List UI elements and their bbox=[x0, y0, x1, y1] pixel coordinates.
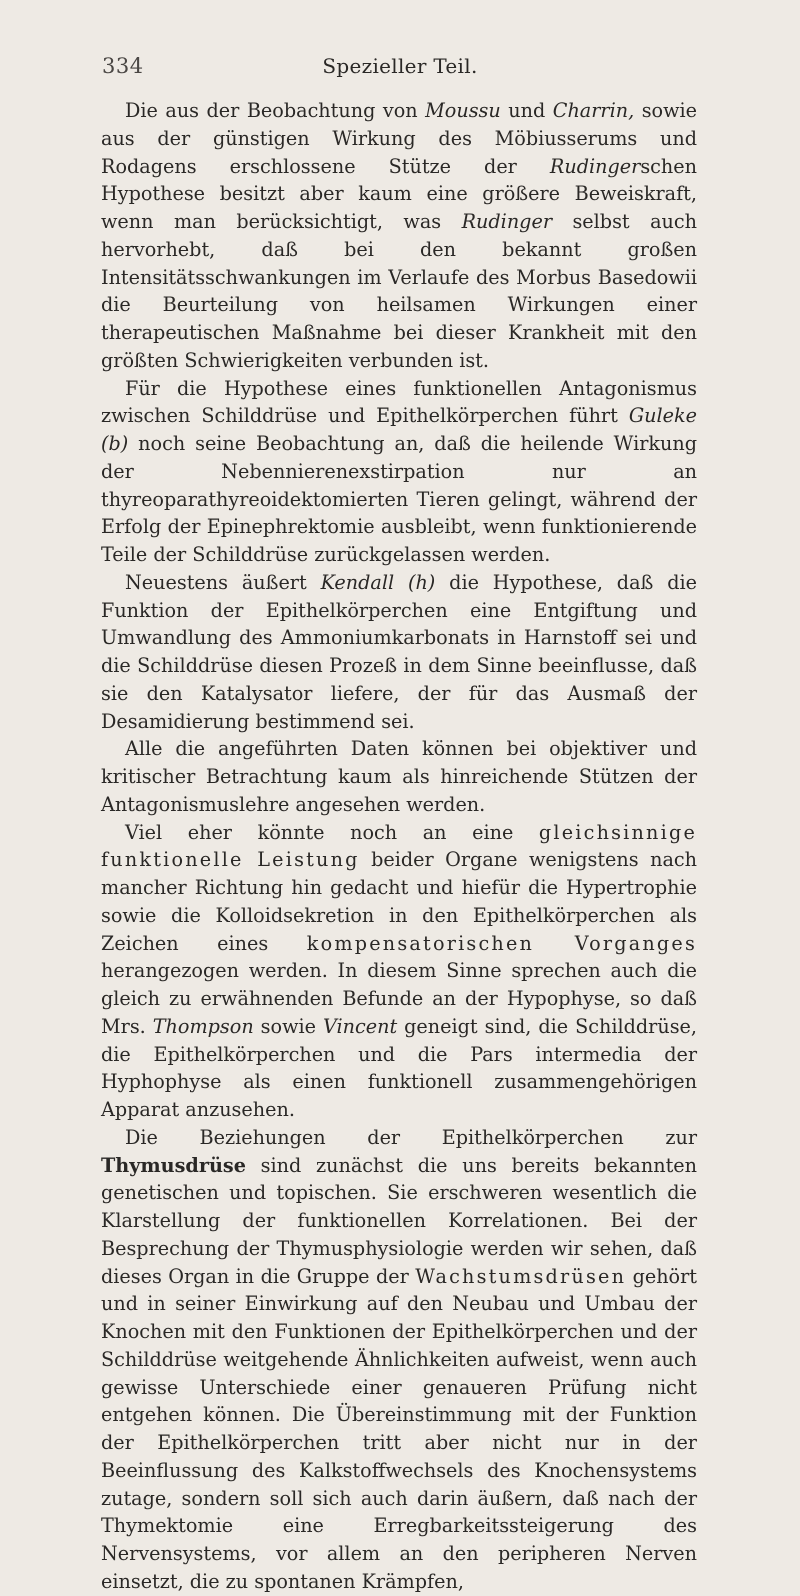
text-run: beider Organe wenigstens nach mancher Richtung hin gedacht und hiefür die Hypertrophie sowie die Kolloidsekretion in den Epithelkörperchen als Zeichen eines bbox=[101, 848, 697, 955]
text-run: Für die Hypothese eines funktionellen Antagonismus zwischen Schilddrüse und Epithelkörperchen führt bbox=[101, 376, 697, 428]
text-run: Alle die angeführten Daten können bei objektiver und kritischer Betrachtung kaum als hinreichende Stützen der Antagonismuslehre angesehen werden. bbox=[101, 737, 697, 816]
text-run: Die Beziehungen der Epithelkörperchen zur bbox=[125, 1125, 697, 1149]
text-run: Die aus der Beobachtung von bbox=[125, 99, 426, 122]
body-text bbox=[101, 97, 697, 1596]
spaced-emphasis: kompensatorischen Vorganges bbox=[306, 931, 697, 955]
paragraph-4 bbox=[101, 735, 697, 818]
text-run: herangezogen werden. In diesem Sinne sprechen auch die gleich zu erwähnenden Befunde an der Hypophyse, so daß Mrs. bbox=[101, 959, 697, 1038]
author-name: Moussu bbox=[425, 99, 501, 122]
author-name: Rudinger bbox=[549, 154, 641, 178]
text-run: sind zunächst die uns bereits bekannten genetischen und topischen. Sie erschweren wesentlich die Klarstellung der funktionellen Korrelationen. Bei der Besprechung der Thymusphysiologie werden wir sehen, daß dieses Organ in die Gruppe der bbox=[101, 1153, 697, 1288]
text-run: Viel eher könnte noch an eine bbox=[125, 820, 539, 844]
spaced-emphasis: Wachstumsdrüsen bbox=[415, 1264, 627, 1288]
text-run: sowie bbox=[253, 1014, 323, 1038]
page-header bbox=[0, 54, 800, 84]
text-run: geneigt sind, die Schilddrüse, die Epithelkörperchen und die Pars intermedia der Hyphophyse als einen funktionell zusammengehörigen Apparat anzusehen. bbox=[101, 1014, 697, 1121]
author-name: Thompson bbox=[152, 1014, 254, 1038]
text-run: die Hypothese, daß die Funktion der Epithelkörperchen eine Entgiftung und Umwandlung des Ammoniumkarbonats in Harnstoff sei und die Schilddrüse diesen Prozeß in dem Sinne beeinflusse, daß sie den Katalysator liefere, der für das Ausmaß der Desamidierung bestimmend sei. bbox=[101, 570, 697, 733]
author-name: Kendall (h) bbox=[320, 570, 436, 594]
bold-term: Thymusdrüse bbox=[101, 1153, 246, 1177]
paragraph-6 bbox=[101, 1124, 697, 1596]
spaced-emphasis: gleichsinnige funktionelle Leistung bbox=[101, 820, 697, 872]
text-run: sowie aus der günstigen Wirkung des Möbiusserums und Rodagens erschlossene Stütze der bbox=[101, 99, 698, 178]
author-name: Guleke (b) bbox=[101, 404, 697, 455]
text-run: noch seine Beobachtung an, daß die heilende Wirkung der Nebennierenexstirpation nur an thyreoparathyreoidektomierten Tieren gelingt, während der Erfolg der Epinephrektomie ausbleibt, wenn funktionierende Teile der Schilddrüse zurückgelassen werden. bbox=[101, 432, 697, 566]
author-name: Rudinger bbox=[461, 210, 552, 233]
paragraph-1 bbox=[101, 97, 697, 375]
text-run: und bbox=[500, 99, 553, 122]
author-name: Vincent bbox=[322, 1014, 398, 1038]
running-head: Spezieller Teil. bbox=[322, 54, 478, 78]
author-name: Charrin, bbox=[552, 99, 635, 122]
text-run: Neuestens äußert bbox=[125, 570, 321, 594]
text-run: gehört und in seiner Einwirkung auf den Neubau und Umbau der Knochen mit den Funktionen der Epithelkörperchen und der Schilddrüse weitgehende Ähnlichkeiten aufweist, wenn auch gewisse Unterschiede einer genaueren Prüfung nicht entgehen können. Die Übereinstimmung mit der Funktion der Epithelkörperchen tritt aber nicht nur in der Beeinflussung des Kalkstoffwechsels des Knochensystems zutage, sondern soll sich auch darin äußern, daß nach der Thymektomie eine Erregbarkeitssteigerung des Nervensystems, vor allem an den peripheren Nerven einsetzt, die zu spontanen Krämpfen, bbox=[101, 1264, 697, 1593]
text-run: selbst auch hervorhebt, daß bei den bekannt großen Intensitätsschwankungen im Verlaufe des Morbus Basedowii die Beurteilung von heilsamen Wirkungen einer therapeutischen Maßnahme bei dieser Krankheit mit den größten Schwierigkeiten verbunden ist. bbox=[101, 210, 697, 372]
text-run: schen Hypothese besitzt aber kaum eine größere Beweiskraft, wenn man berücksichtigt, was bbox=[101, 154, 697, 233]
paragraph-3 bbox=[101, 569, 697, 736]
paragraph-5 bbox=[101, 819, 697, 1124]
page-number: 334 bbox=[102, 54, 144, 78]
paragraph-2 bbox=[101, 375, 697, 569]
